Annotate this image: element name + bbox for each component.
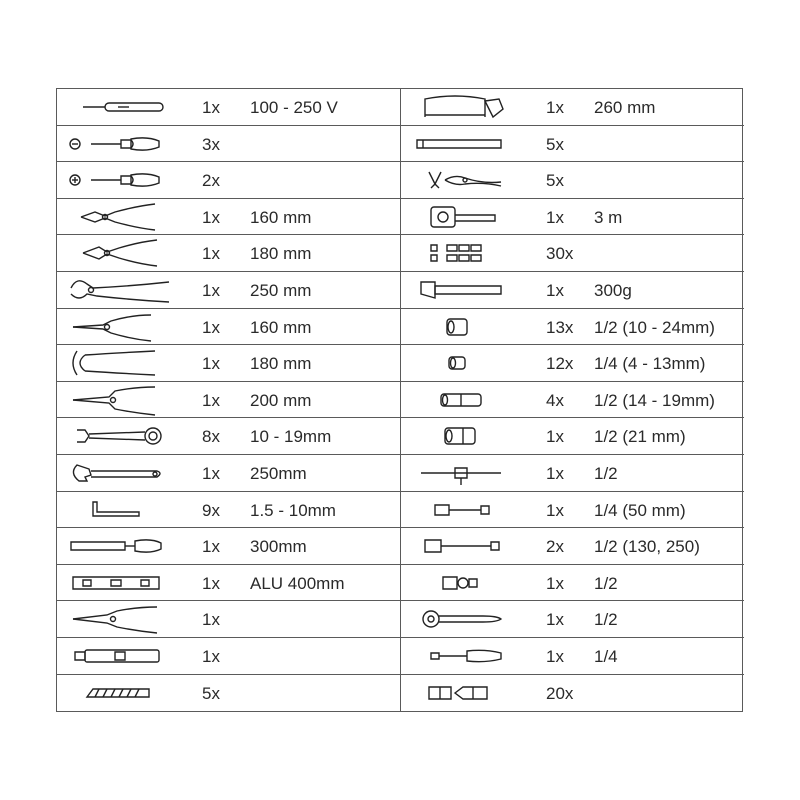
quantity: 20x [546, 683, 574, 703]
table-row [401, 199, 744, 236]
combination-pliers-icon [63, 201, 173, 233]
quantity: 5x [546, 171, 564, 191]
spirit-level-icon [63, 567, 173, 599]
table-row [57, 601, 400, 638]
size-spec: 160 mm [250, 317, 312, 337]
table-row [401, 492, 744, 529]
quantity: 1x [202, 390, 220, 410]
quantity: 1x [546, 98, 564, 117]
quantity: 4x [546, 390, 564, 410]
hex-key-icon [63, 494, 173, 526]
socket-large-icon [407, 311, 517, 343]
quantity: 1x [546, 463, 564, 483]
quantity: 13x [546, 317, 574, 337]
table-row [401, 601, 744, 638]
quantity: 3x [202, 134, 220, 154]
quantity: 8x [202, 427, 220, 447]
quantity: 2x [202, 171, 220, 191]
side-cutter-pliers-icon [63, 237, 173, 269]
size-spec: 300mm [250, 537, 307, 557]
size-spec: 1/2 (130, 250) [594, 537, 700, 557]
size-spec: 1/2 [594, 610, 618, 630]
size-spec: 1/4 [594, 646, 618, 666]
ratchet-icon [407, 603, 517, 635]
quantity: 1x [202, 354, 220, 374]
table-row [401, 272, 744, 309]
tool-set-contents-table [56, 88, 743, 712]
size-spec: ALU 400mm [250, 573, 345, 593]
universal-joint-icon [407, 567, 517, 599]
quantity: 1x [202, 610, 220, 630]
table-row [401, 309, 744, 346]
quantity: 1x [202, 317, 220, 337]
table-row [57, 235, 400, 272]
hammer-icon [407, 274, 517, 306]
size-spec: 10 - 19mm [250, 427, 332, 447]
table-row [401, 638, 744, 675]
quantity: 1x [202, 280, 220, 300]
table-row [401, 565, 744, 602]
size-spec: 260 mm [594, 98, 656, 117]
size-spec: 1/4 (50 mm) [594, 500, 686, 520]
size-spec: 1/2 (21 mm) [594, 427, 686, 447]
quantity: 1x [202, 646, 220, 666]
quantity: 30x [546, 244, 574, 264]
size-spec: 300g [594, 280, 632, 300]
table-row [401, 126, 744, 163]
table-row [57, 638, 400, 675]
deep-socket-icon [407, 384, 517, 416]
quantity: 1x [546, 573, 564, 593]
socket-21-icon [407, 420, 517, 452]
spinner-handle-icon [407, 640, 517, 672]
hacksaw-icon [407, 91, 517, 123]
quantity: 9x [202, 500, 220, 520]
combination-wrench-icon [63, 420, 173, 452]
table-row [401, 345, 744, 382]
quantity: 12x [546, 354, 574, 374]
quantity: 1x [546, 610, 564, 630]
quantity: 1x [202, 573, 220, 593]
quantity: 1x [546, 207, 564, 227]
quantity: 1x [202, 98, 220, 117]
table-row [57, 89, 400, 126]
size-spec: 250 mm [250, 280, 312, 300]
file-icon [63, 530, 173, 562]
flat-screwdriver-icon [63, 128, 173, 160]
quantity: 5x [546, 134, 564, 154]
quantity: 2x [546, 537, 564, 557]
terminal-connectors-icon [407, 237, 517, 269]
table-row [57, 418, 400, 455]
table-row [57, 309, 400, 346]
knife-blade-icon [63, 677, 173, 709]
socket-small-icon [407, 347, 517, 379]
needle-nose-pliers-icon [63, 311, 173, 343]
long-nose-pliers-icon [63, 384, 173, 416]
table-row [401, 455, 744, 492]
size-spec: 200 mm [250, 390, 312, 410]
table-row [57, 675, 400, 712]
table-row [57, 272, 400, 309]
quantity: 1x [546, 427, 564, 447]
table-row [401, 382, 744, 419]
cable-ties-icon [407, 164, 517, 196]
quantity: 1x [202, 537, 220, 557]
table-row [401, 235, 744, 272]
left-column [57, 89, 400, 711]
wire-stripper-icon [63, 603, 173, 635]
table-row [57, 382, 400, 419]
extension-bar-long-icon [407, 530, 517, 562]
size-spec: 250mm [250, 463, 307, 483]
quantity: 1x [202, 244, 220, 264]
table-row [57, 199, 400, 236]
table-row [57, 126, 400, 163]
extension-bar-short-icon [407, 494, 517, 526]
table-row [57, 345, 400, 382]
tape-measure-icon [407, 201, 517, 233]
quantity: 5x [202, 683, 220, 703]
utility-knife-icon [63, 640, 173, 672]
quantity: 1x [546, 646, 564, 666]
table-row [401, 675, 744, 712]
table-row [57, 528, 400, 565]
size-spec: 1/2 [594, 573, 618, 593]
table-row [401, 162, 744, 199]
size-spec: 1/2 [594, 463, 618, 483]
quantity: 1x [202, 463, 220, 483]
bits-icon [407, 677, 517, 709]
size-spec: 160 mm [250, 207, 312, 227]
table-row [57, 492, 400, 529]
size-spec: 1/2 (10 - 24mm) [594, 317, 715, 337]
table-row [57, 162, 400, 199]
size-spec: 180 mm [250, 354, 312, 374]
hacksaw-blade-icon [407, 128, 517, 160]
table-row [401, 418, 744, 455]
right-column [400, 89, 744, 711]
t-bar-handle-icon [407, 457, 517, 489]
size-spec: 180 mm [250, 244, 312, 264]
voltage-tester-icon [63, 91, 173, 123]
size-spec: 1/4 (4 - 13mm) [594, 354, 706, 374]
table-row [401, 89, 744, 126]
water-pump-pliers-icon [63, 274, 173, 306]
end-cutting-pliers-icon [63, 347, 173, 379]
size-spec: 100 - 250 V [250, 98, 338, 117]
table-row [57, 455, 400, 492]
table-row [57, 565, 400, 602]
phillips-screwdriver-icon [63, 164, 173, 196]
quantity: 1x [546, 280, 564, 300]
table-row [401, 528, 744, 565]
size-spec: 1/2 (14 - 19mm) [594, 390, 715, 410]
quantity: 1x [546, 500, 564, 520]
size-spec: 1.5 - 10mm [250, 500, 336, 520]
adjustable-wrench-icon [63, 457, 173, 489]
quantity: 1x [202, 207, 220, 227]
size-spec: 3 m [594, 207, 623, 227]
